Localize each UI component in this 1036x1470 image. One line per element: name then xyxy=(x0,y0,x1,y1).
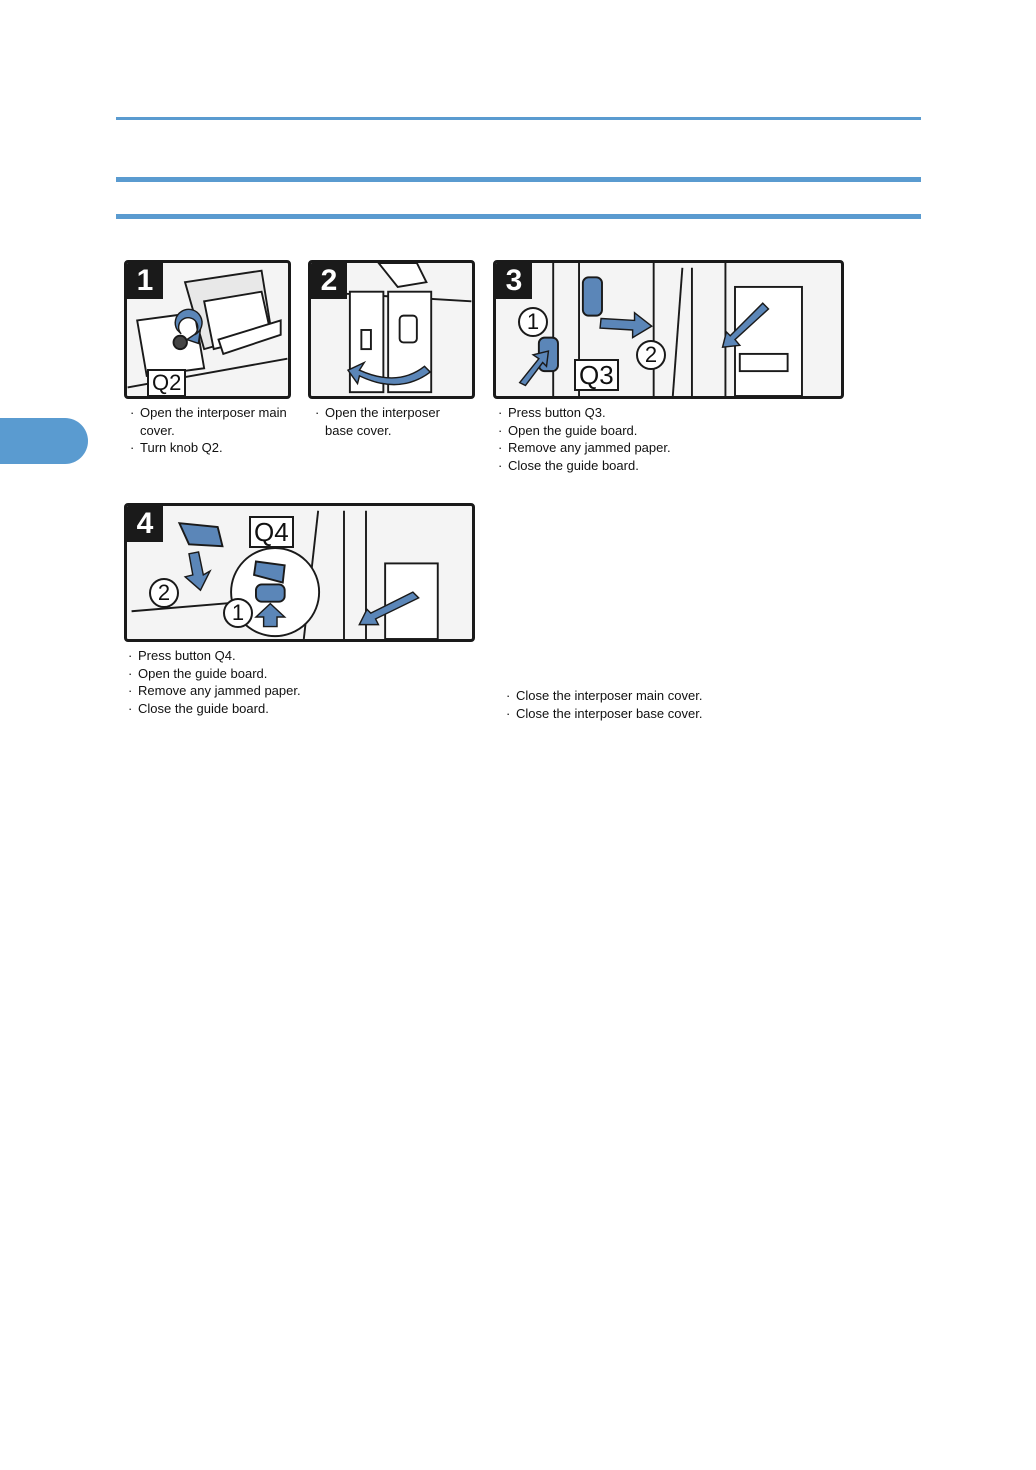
guide-board-q3-drawing xyxy=(496,263,841,396)
caption-item: · Close the interposer main cover. xyxy=(506,687,846,705)
chapter-side-tab xyxy=(0,418,88,464)
step-1-captions xyxy=(130,404,290,457)
knob-q2-label: Q2 xyxy=(147,369,186,397)
step-4-circled-1: 1 xyxy=(223,598,253,628)
caption-item: · Remove any jammed paper. xyxy=(128,682,468,700)
step-4-captions xyxy=(128,647,468,717)
step-3-illustration xyxy=(493,260,844,399)
guide-board-q4-drawing xyxy=(127,506,472,639)
button-q3-label: Q3 xyxy=(574,359,619,391)
caption-item: · Open the guide board. xyxy=(498,422,838,440)
step-4-badge: 4 xyxy=(127,506,163,542)
step-3-circled-2: 2 xyxy=(636,340,666,370)
step-1-badge: 1 xyxy=(127,263,163,299)
caption-item: · Turn knob Q2. xyxy=(130,439,290,457)
header-rule-middle xyxy=(116,177,921,182)
caption-item: · Open the interposer base cover. xyxy=(315,404,470,439)
step-3-circled-1: 1 xyxy=(518,307,548,337)
button-q4-label: Q4 xyxy=(249,516,294,548)
step-2-captions xyxy=(315,404,470,439)
step-2-illustration xyxy=(308,260,475,399)
header-rule-bottom xyxy=(116,214,921,219)
caption-item: · Close the guide board. xyxy=(128,700,468,718)
caption-item: · Open the interposer main cover. xyxy=(130,404,290,439)
caption-item: · Press button Q4. xyxy=(128,647,468,665)
caption-item: · Press button Q3. xyxy=(498,404,838,422)
caption-item: · Close the guide board. xyxy=(498,457,838,475)
caption-item: · Remove any jammed paper. xyxy=(498,439,838,457)
step-1-illustration xyxy=(124,260,291,399)
step-3-badge: 3 xyxy=(496,263,532,299)
step-4-illustration xyxy=(124,503,475,642)
step-4-circled-2: 2 xyxy=(149,578,179,608)
header-rule-top xyxy=(116,117,921,120)
step-3-captions xyxy=(498,404,838,474)
caption-item: · Close the interposer base cover. xyxy=(506,705,846,723)
step-2-badge: 2 xyxy=(311,263,347,299)
final-captions xyxy=(506,687,846,722)
caption-item: · Open the guide board. xyxy=(128,665,468,683)
